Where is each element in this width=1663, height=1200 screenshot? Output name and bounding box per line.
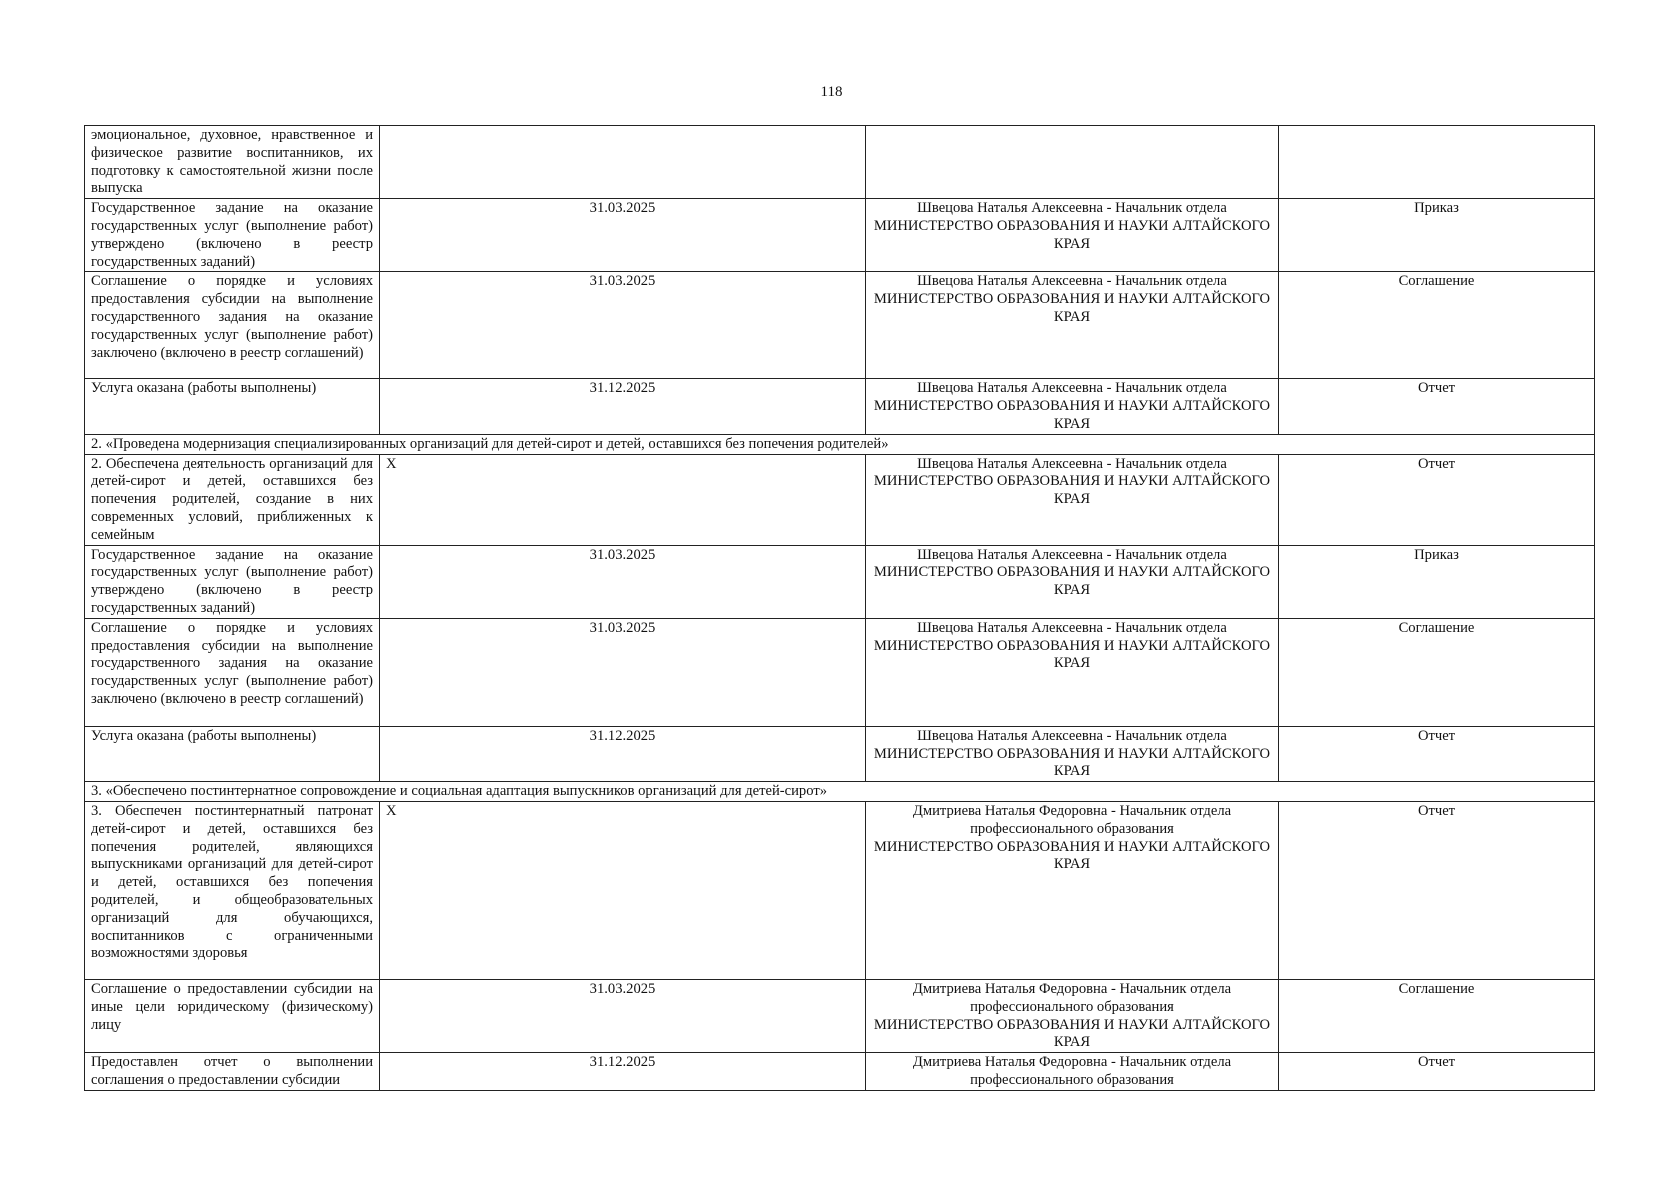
event-description-cell: 3. Обеспечен постинтернатный патронат детей-сирот и детей, оставшихся без попечения родителей, являющихся выпускниками организаций для детей-сирот и детей, оставшихся без попечения родителей, и общеобразовательных организаций для обучающихся, воспитанников с ограниченными возможностями здоровья (85, 801, 380, 979)
table-row (85, 618, 1595, 726)
responsible-person-cell (866, 545, 1279, 618)
table-row (85, 126, 1595, 199)
table-row (85, 272, 1595, 379)
responsible-person-name: Дмитриева Наталья Федоровна - Начальник отдела профессионального образования (912, 802, 1232, 837)
responsible-person-cell (866, 199, 1279, 272)
due-date-cell: 31.03.2025 (380, 545, 866, 618)
event-description-cell: эмоциональное, духовное, нравственное и физическое развитие воспитанников, их подготовку к самостоятельной жизни после выпуска (85, 126, 380, 199)
responsible-organization: МИНИСТЕРСТВО ОБРАЗОВАНИЯ И НАУКИ АЛТАЙСКОГО КРАЯ (873, 291, 1271, 325)
due-date-cell: 31.03.2025 (380, 272, 866, 379)
page-number: 118 (820, 84, 843, 100)
document-type-cell: Соглашение (1279, 272, 1595, 379)
section-title: 3. «Обеспечено постинтернатное сопровождение и социальная адаптация выпускников организаций для детей-сирот» (85, 782, 1595, 802)
responsible-person-name: Швецова Наталья Алексеевна - Начальник отдела (917, 546, 1227, 563)
table-body (85, 126, 1595, 1091)
section-header-row (85, 782, 1595, 802)
responsible-person-name: Дмитриева Наталья Федоровна - Начальник отдела профессионального образования (912, 1054, 1232, 1088)
responsible-organization: МИНИСТЕРСТВО ОБРАЗОВАНИЯ И НАУКИ АЛТАЙСКОГО КРАЯ (873, 838, 1271, 873)
responsible-organization: МИНИСТЕРСТВО ОБРАЗОВАНИЯ И НАУКИ АЛТАЙСКОГО КРАЯ (873, 398, 1271, 432)
event-description-cell: Услуга оказана (работы выполнены) (85, 726, 380, 781)
table-row (85, 801, 1595, 979)
event-description-cell: Государственное задание на оказание государственных услуг (выполнение работ) утверждено (включено в реестр государственных заданий) (85, 199, 380, 272)
event-description-cell: Государственное задание на оказание государственных услуг (выполнение работ) утверждено (включено в реестр государственных заданий) (85, 545, 380, 618)
due-date-cell: 31.03.2025 (380, 979, 866, 1052)
responsible-organization: МИНИСТЕРСТВО ОБРАЗОВАНИЯ И НАУКИ АЛТАЙСКОГО КРАЯ (873, 1016, 1271, 1051)
event-description-cell: 2. Обеспечена деятельность организаций для детей-сирот и детей, оставшихся без попечения родителей, создание в них современных условий, приближенных к семейным (85, 454, 380, 545)
document-type-cell: Отчет (1279, 379, 1595, 434)
document-table (84, 125, 1595, 1091)
document-type-cell: Отчет (1279, 454, 1595, 545)
responsible-organization: МИНИСТЕРСТВО ОБРАЗОВАНИЯ И НАУКИ АЛТАЙСКОГО КРАЯ (873, 473, 1271, 508)
table-row (85, 979, 1595, 1052)
due-date-cell: 31.03.2025 (380, 618, 866, 726)
responsible-person-name: Швецова Наталья Алексеевна - Начальник отдела (917, 380, 1227, 397)
responsible-person-name: Швецова Наталья Алексеевна - Начальник отдела (917, 619, 1227, 636)
not-applicable-mark: X (380, 454, 866, 545)
responsible-person-cell (866, 979, 1279, 1052)
responsible-organization: МИНИСТЕРСТВО ОБРАЗОВАНИЯ И НАУКИ АЛТАЙСКОГО КРАЯ (873, 745, 1271, 780)
event-description-cell: Соглашение о порядке и условиях предоставления субсидии на выполнение государственного задания на оказание государственных услуг (выполнение работ) заключено (включено в реестр соглашений) (85, 272, 380, 379)
responsible-person-name: Швецова Наталья Алексеевна - Начальник отдела (917, 273, 1227, 290)
responsible-person-name: Швецова Наталья Алексеевна - Начальник отдела (917, 727, 1227, 744)
document-type-cell: Соглашение (1279, 979, 1595, 1052)
table-row (85, 545, 1595, 618)
table-row (85, 199, 1595, 272)
responsible-organization: МИНИСТЕРСТВО ОБРАЗОВАНИЯ И НАУКИ АЛТАЙСКОГО КРАЯ (873, 217, 1271, 252)
responsible-person-name: Швецова Наталья Алексеевна - Начальник отдела (917, 455, 1227, 472)
document-type-cell: Приказ (1279, 545, 1595, 618)
due-date-cell: 31.03.2025 (380, 199, 866, 272)
document-type-cell: Отчет (1279, 1053, 1595, 1091)
due-date-cell: 31.12.2025 (380, 1053, 866, 1091)
event-description-cell: Соглашение о предоставлении субсидии на иные цели юридическому (физическому) лицу (85, 979, 380, 1052)
section-title: 2. «Проведена модернизация специализированных организаций для детей-сирот и детей, оставшихся без попечения родителей» (85, 434, 1595, 454)
responsible-person-cell (866, 379, 1279, 434)
event-description-cell: Услуга оказана (работы выполнены) (85, 379, 380, 434)
document-type-cell: Отчет (1279, 801, 1595, 979)
table-row (85, 1053, 1595, 1091)
responsible-organization: МИНИСТЕРСТВО ОБРАЗОВАНИЯ И НАУКИ АЛТАЙСКОГО КРАЯ (873, 637, 1271, 672)
responsible-person-cell (866, 1053, 1279, 1091)
due-date-cell (380, 126, 866, 199)
table-row (85, 454, 1595, 545)
document-type-cell: Соглашение (1279, 618, 1595, 726)
due-date-cell: 31.12.2025 (380, 379, 866, 434)
event-description-cell: Соглашение о порядке и условиях предоставления субсидии на выполнение государственного задания на оказание государственных услуг (выполнение работ) заключено (включено в реестр соглашений) (85, 618, 380, 726)
table-row (85, 379, 1595, 434)
table-row (85, 726, 1595, 781)
responsible-person-name: Дмитриева Наталья Федоровна - Начальник отдела профессионального образования (912, 980, 1232, 1015)
document-type-cell: Приказ (1279, 199, 1595, 272)
document-type-cell (1279, 126, 1595, 199)
responsible-person-cell (866, 801, 1279, 979)
responsible-person-cell (866, 618, 1279, 726)
responsible-person-cell (866, 454, 1279, 545)
responsible-person-cell (866, 126, 1279, 199)
due-date-cell: 31.12.2025 (380, 726, 866, 781)
not-applicable-mark: X (380, 801, 866, 979)
responsible-organization: МИНИСТЕРСТВО ОБРАЗОВАНИЯ И НАУКИ АЛТАЙСКОГО КРАЯ (873, 564, 1271, 599)
event-description-cell: Предоставлен отчет о выполнении соглашения о предоставлении субсидии (85, 1053, 380, 1091)
responsible-person-cell (866, 726, 1279, 781)
responsible-person-name: Швецова Наталья Алексеевна - Начальник отдела (917, 200, 1227, 217)
document-type-cell: Отчет (1279, 726, 1595, 781)
section-header-row (85, 434, 1595, 454)
responsible-person-cell (866, 272, 1279, 379)
